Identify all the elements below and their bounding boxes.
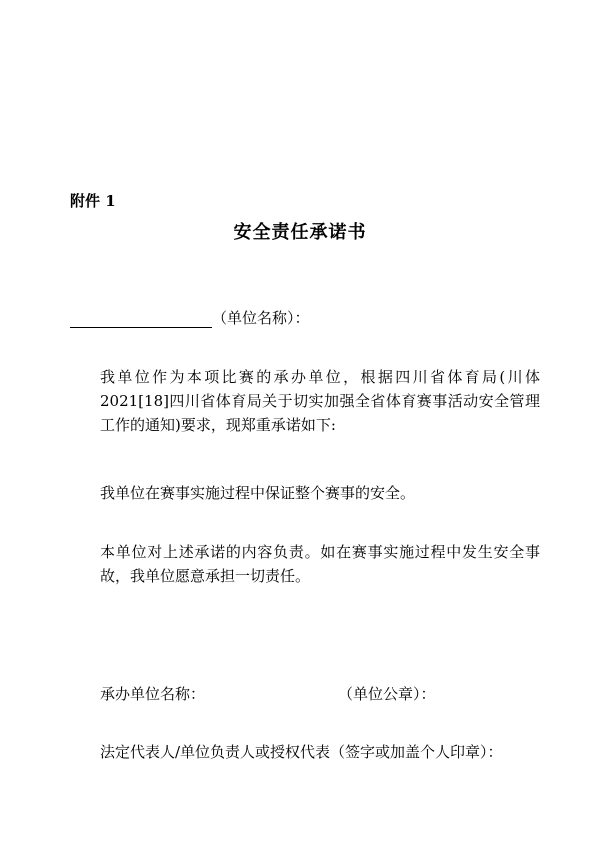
document-title: 安全责任承诺书 — [233, 222, 367, 243]
paragraph-responsibility — [70, 540, 540, 588]
paragraph-text: 本单位对上述承诺的内容负责。如在赛事实施过程中发生安全事故，我单位愿意承担一切责任。 — [100, 543, 540, 585]
seal-label: （单位公章）： — [338, 685, 436, 703]
paragraph-text: 我单位在赛事实施过程中保证整个赛事的安全。 — [100, 484, 416, 502]
organizer-signature-line — [100, 683, 436, 704]
paragraph-text: 我单位作为本项比赛的承办单位，根据四川省体育局(川体2021[18]四川省体育局关于切实加强全省体育赛事活动安全管理工作的通知)要求，现郑重承诺如下: — [100, 368, 540, 434]
representative-signature-line: 法定代表人/单位负责人或授权代表（签字或加盖个人印章）： — [100, 743, 503, 761]
paragraph-safety-guarantee — [70, 481, 540, 505]
blank-underline — [70, 313, 212, 328]
addressee-suffix: （单位名称）： — [212, 309, 310, 327]
organizer-name-label: 承办单位名称： — [100, 685, 206, 703]
addressee-line — [70, 307, 310, 328]
attachment-label: 附件 1 — [70, 192, 116, 210]
paragraph-commitment-basis — [70, 365, 540, 437]
